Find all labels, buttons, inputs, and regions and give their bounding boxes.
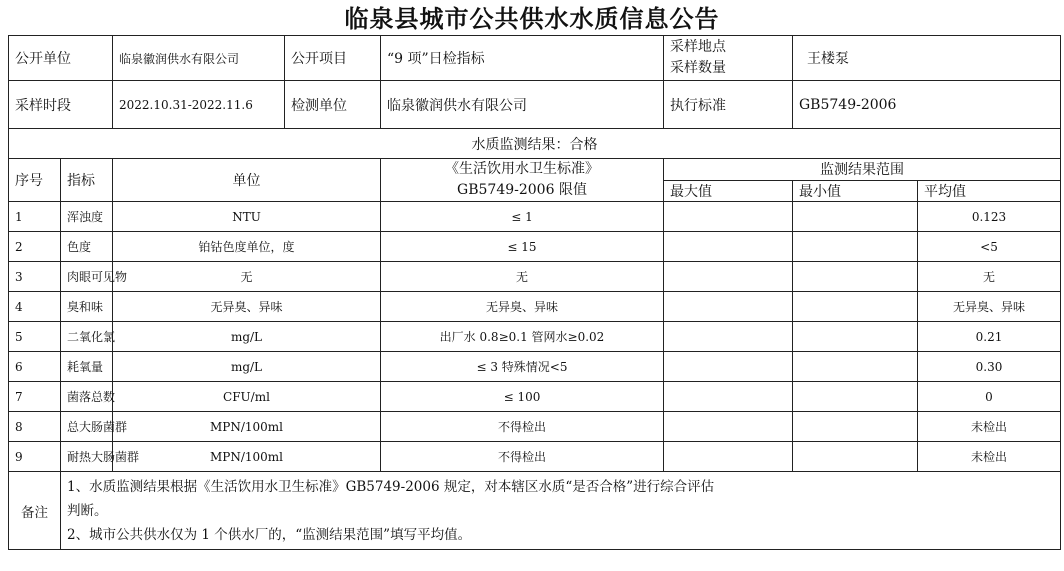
- row-max: [664, 262, 793, 292]
- standard-label: 执行标准: [664, 81, 793, 129]
- col-unit: 单位: [113, 159, 381, 202]
- row-indicator: 色度: [61, 232, 113, 262]
- row-min: [793, 352, 918, 382]
- header-row-publish: [9, 36, 1061, 81]
- row-seq: 2: [9, 232, 61, 262]
- row-limit: 无: [381, 262, 664, 292]
- row-seq: 5: [9, 322, 61, 352]
- table-row: [9, 412, 1061, 442]
- row-unit: 铂钴色度单位，度: [113, 232, 381, 262]
- row-min: [793, 202, 918, 232]
- notes-row: [9, 472, 1061, 550]
- col-limit: [381, 159, 664, 202]
- row-indicator: 总大肠菌群: [61, 412, 113, 442]
- row-avg: 0.123: [918, 202, 1061, 232]
- notes-content: [61, 472, 1061, 550]
- table-row: [9, 352, 1061, 382]
- row-avg: 未检出: [918, 412, 1061, 442]
- row-seq: 9: [9, 442, 61, 472]
- water-quality-table: [8, 35, 1061, 550]
- row-avg: 0.21: [918, 322, 1061, 352]
- note-line-3: 2、城市公共供水仅为 1 个供水厂的，“监测结果范围”填写平均值。: [67, 526, 472, 543]
- project-label: 公开项目: [285, 36, 381, 81]
- row-indicator: 臭和味: [61, 292, 113, 322]
- row-max: [664, 202, 793, 232]
- sampling-site-label: 采样地点: [670, 39, 726, 55]
- row-unit: CFU/ml: [113, 382, 381, 412]
- table-row: [9, 232, 1061, 262]
- row-max: [664, 442, 793, 472]
- row-min: [793, 412, 918, 442]
- test-unit-label: 检测单位: [285, 81, 381, 129]
- row-max: [664, 292, 793, 322]
- result-banner-row: [9, 129, 1061, 159]
- col-limit-line1: 《生活饮用水卫生标准》: [445, 161, 599, 177]
- publish-unit-label: 公开单位: [9, 36, 113, 81]
- row-min: [793, 382, 918, 412]
- row-seq: 1: [9, 202, 61, 232]
- row-avg: 0: [918, 382, 1061, 412]
- row-indicator: 浑浊度: [61, 202, 113, 232]
- col-avg: 平均值: [918, 180, 1061, 202]
- row-indicator: 耗氧量: [61, 352, 113, 382]
- row-unit: mg/L: [113, 352, 381, 382]
- column-header-row: [9, 159, 1061, 181]
- table-row: [9, 202, 1061, 232]
- row-min: [793, 292, 918, 322]
- row-max: [664, 322, 793, 352]
- col-range: 监测结果范围: [664, 159, 1061, 181]
- row-max: [664, 412, 793, 442]
- col-indicator: 指标: [61, 159, 113, 202]
- row-min: [793, 232, 918, 262]
- row-max: [664, 382, 793, 412]
- period-value: 2022.10.31-2022.11.6: [113, 81, 285, 129]
- row-avg: 0.30: [918, 352, 1061, 382]
- row-min: [793, 262, 918, 292]
- col-limit-line2: GB5749-2006 限值: [457, 182, 587, 198]
- row-limit: 不得检出: [381, 412, 664, 442]
- table-row: [9, 322, 1061, 352]
- note-line-1: 1、水质监测结果根据《生活饮用水卫生标准》GB5749-2006 规定，对本辖区水质“是否合格”进行综合评估: [67, 478, 715, 495]
- row-max: [664, 232, 793, 262]
- row-unit: mg/L: [113, 322, 381, 352]
- row-limit: ≤ 1: [381, 202, 664, 232]
- row-limit: 出厂水 0.8≥0.1 管网水≥0.02: [381, 322, 664, 352]
- row-unit: MPN/100ml: [113, 442, 381, 472]
- sampling-count-label: 采样数量: [670, 60, 726, 76]
- col-min: 最小值: [793, 180, 918, 202]
- page-title: 临泉县城市公共供水水质信息公告: [344, 5, 720, 33]
- period-label: 采样时段: [9, 81, 113, 129]
- row-max: [664, 352, 793, 382]
- col-seq: 序号: [9, 159, 61, 202]
- row-limit: ≤ 3 特殊情况<5: [381, 352, 664, 382]
- sampling-site-label-cell: [664, 36, 793, 81]
- row-indicator: 肉眼可见物: [61, 262, 113, 292]
- row-seq: 6: [9, 352, 61, 382]
- row-seq: 4: [9, 292, 61, 322]
- table-row: [9, 382, 1061, 412]
- row-min: [793, 442, 918, 472]
- test-unit-value: 临泉徽润供水有限公司: [381, 81, 664, 129]
- row-seq: 7: [9, 382, 61, 412]
- row-unit: NTU: [113, 202, 381, 232]
- table-row: [9, 292, 1061, 322]
- publish-unit-value: 临泉徽润供水有限公司: [113, 36, 285, 81]
- row-seq: 8: [9, 412, 61, 442]
- row-indicator: 二氧化氯: [61, 322, 113, 352]
- row-min: [793, 322, 918, 352]
- header-row-period: [9, 81, 1061, 129]
- notes-label: 备注: [9, 472, 61, 550]
- row-limit: 不得检出: [381, 442, 664, 472]
- note-line-2: 判断。: [67, 502, 108, 519]
- col-max: 最大值: [664, 180, 793, 202]
- row-unit: 无: [113, 262, 381, 292]
- row-avg: 未检出: [918, 442, 1061, 472]
- project-value: “9 项”日检指标: [381, 36, 664, 81]
- standard-value: GB5749-2006: [793, 81, 1061, 129]
- row-avg: <5: [918, 232, 1061, 262]
- row-indicator: 菌落总数: [61, 382, 113, 412]
- row-seq: 3: [9, 262, 61, 292]
- result-banner: 水质监测结果：合格: [9, 129, 1061, 159]
- row-limit: 无异臭、异味: [381, 292, 664, 322]
- row-unit: MPN/100ml: [113, 412, 381, 442]
- row-limit: ≤ 15: [381, 232, 664, 262]
- table-row: [9, 262, 1061, 292]
- sampling-site-value: 王楼泵: [793, 36, 1061, 81]
- table-row: [9, 442, 1061, 472]
- row-avg: 无异臭、异味: [918, 292, 1061, 322]
- row-unit: 无异臭、异味: [113, 292, 381, 322]
- row-indicator: 耐热大肠菌群: [61, 442, 113, 472]
- row-avg: 无: [918, 262, 1061, 292]
- row-limit: ≤ 100: [381, 382, 664, 412]
